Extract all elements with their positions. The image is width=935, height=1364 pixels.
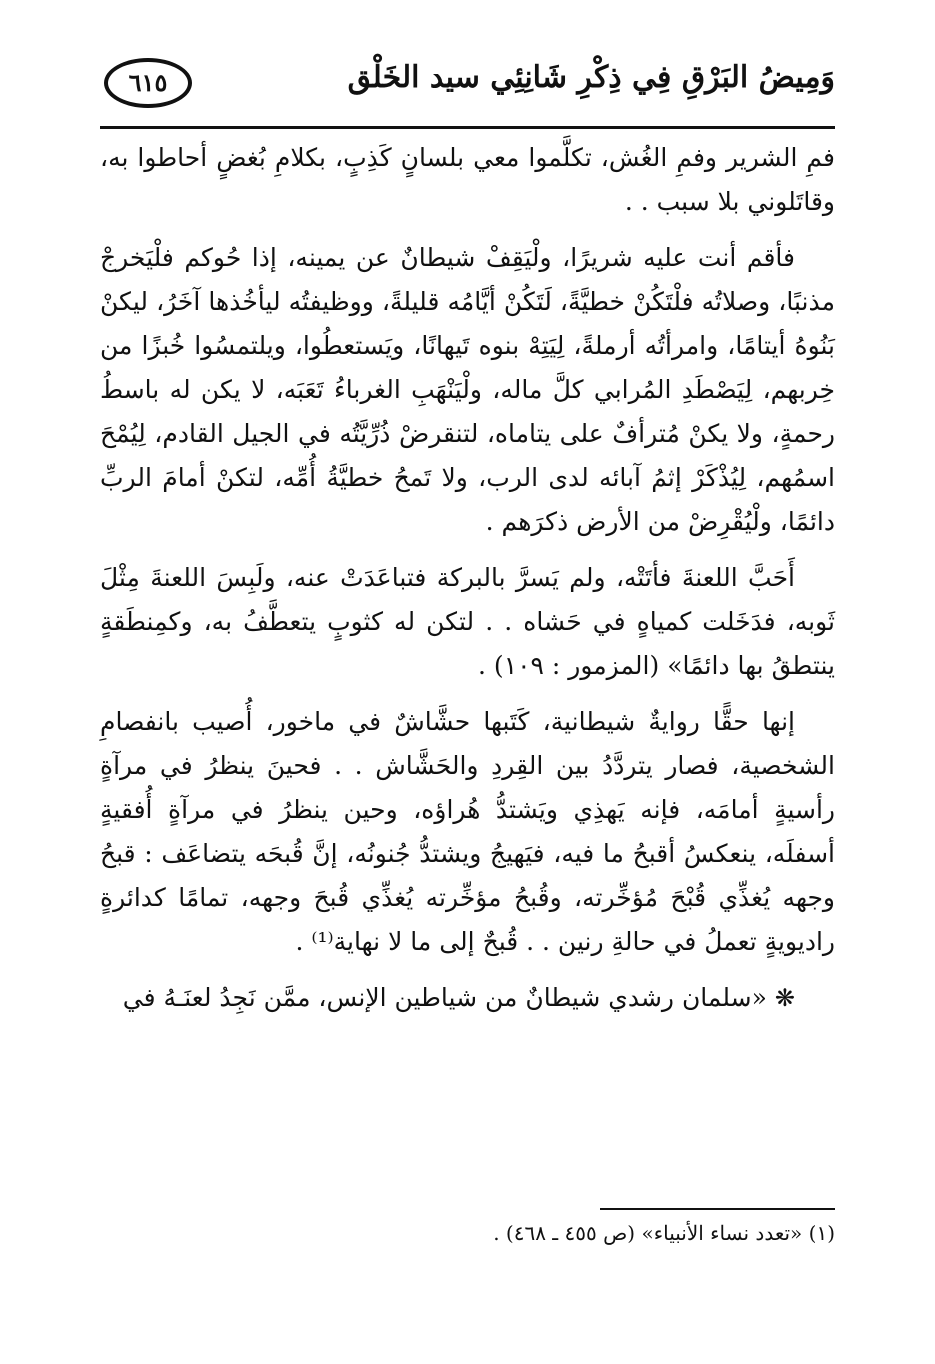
paragraph-2: فأقم أنت عليه شريرًا، ولْيَقِفْ شيطانٌ عن يمينه، إذا حُوكم فلْيَخرجْ مذنبًا، وصلاتُه فلْتَكُنْ خطيَّةً، لَتَكُنْ أيَّامُه قليلةً، ووظيفتُه ليأخُذها آخَرُ، ليكنْ بَنُوهُ أيتامًا، وامرأتُه أرملةً، لِيَتِهْ بنوه تَيهانًا، ويَستعطُوا، ويلتمسُوا خُبزًا من خِربهم، لِيَصْطَدِ المُرابي كلَّ ماله، ولْيَنْهَبِ الغرباءُ تَعَبَه، لا يكن له باسطُ رحمةٍ، ولا يكنْ مُترأفٌ على يتاماه، لتنقرضْ ذُرِّيَّتُه في الجيل القادم، لِيُمْحَ اسمُهم، لِيُذْكَرْ إثمُ آبائه لدى الرب، ولا تَمحُ خطيَّةُ أُمِّه، لتكنْ أمامَ الربِّ دائمًا، ولْيُقْرِضْ من الأرض ذكرَهم . bbox=[100, 243, 835, 536]
page-header bbox=[100, 50, 835, 129]
asterisk-icon: ❋ bbox=[774, 984, 795, 1012]
paragraph-4: إنها حقًّا روايةٌ شيطانية، كَتَبها حشَّاشٌ في ماخور، أُصيب بانفصامِ الشخصية، فصار يتردَّدُ بين القِردِ والحَشَّاش . . فحينَ ينظرُ في مرآةٍ رأسيةٍ أمامَه، فإنه يَهذِي ويَشتدُّ هُراؤه، وحين ينظرُ في مرآةٍ أُفقيةٍ أسفلَه، ينعكسُ أقبحُ ما فيه، فيَهيجُ ويشتدُّ جُنونُه، إنَّ قُبحَه يتضاعَف : قبحُ وجهه يُغذِّي قُبْحَ مُؤخِّرته، وقُبحُ مؤخِّرته يُغذِّي قُبحَ وجهه، تمامًا كدائرةٍ راديويةٍ تعملُ في حالةِ رنين . . قُبحٌ إلى ما لا نهاية⁽¹⁾ . bbox=[100, 707, 835, 956]
paragraph-5 bbox=[100, 976, 835, 1020]
running-title: وَمِيضُ البَرْقِ فِي ذِكْرِ شَانِئِي سيد الخَلْق bbox=[347, 60, 835, 95]
paragraph-3: أَحَبَّ اللعنةَ فأتَتْه، ولم يَسرَّ بالبركة فتباعَدَتْ عنه، ولَبِسَ اللعنةَ مِثْلَ ثَوبه، فدَخَلت كمياهٍ في حَشاه . . لتكن له كثوبٍ يتعطَّفُ به، وكمِنطَقةٍ ينتطقُ بها دائمًا» (المزمور : ١٠٩) . bbox=[100, 563, 835, 680]
footnote-divider bbox=[600, 1208, 835, 1210]
footnote: (١) «تعدد نساء الأنبياء» (ص ٤٥٥ ـ ٤٦٨) . bbox=[493, 1221, 835, 1245]
paragraph-5-text: «سلمان رشدي شيطانٌ من شياطين الإنس، ممَّن نَجِدُ لعنَـهُ في bbox=[122, 983, 767, 1012]
paragraph-1: فمِ الشرير وفمِ الغُش، تكلَّموا معي بلسانٍ كَذِبٍ، بكلامِ بُغضٍ أحاطوا به، وقاتَلوني بلا سبب . . bbox=[100, 143, 836, 216]
page-number-badge: ٦١٥ bbox=[104, 58, 192, 108]
body-text bbox=[100, 136, 835, 1032]
